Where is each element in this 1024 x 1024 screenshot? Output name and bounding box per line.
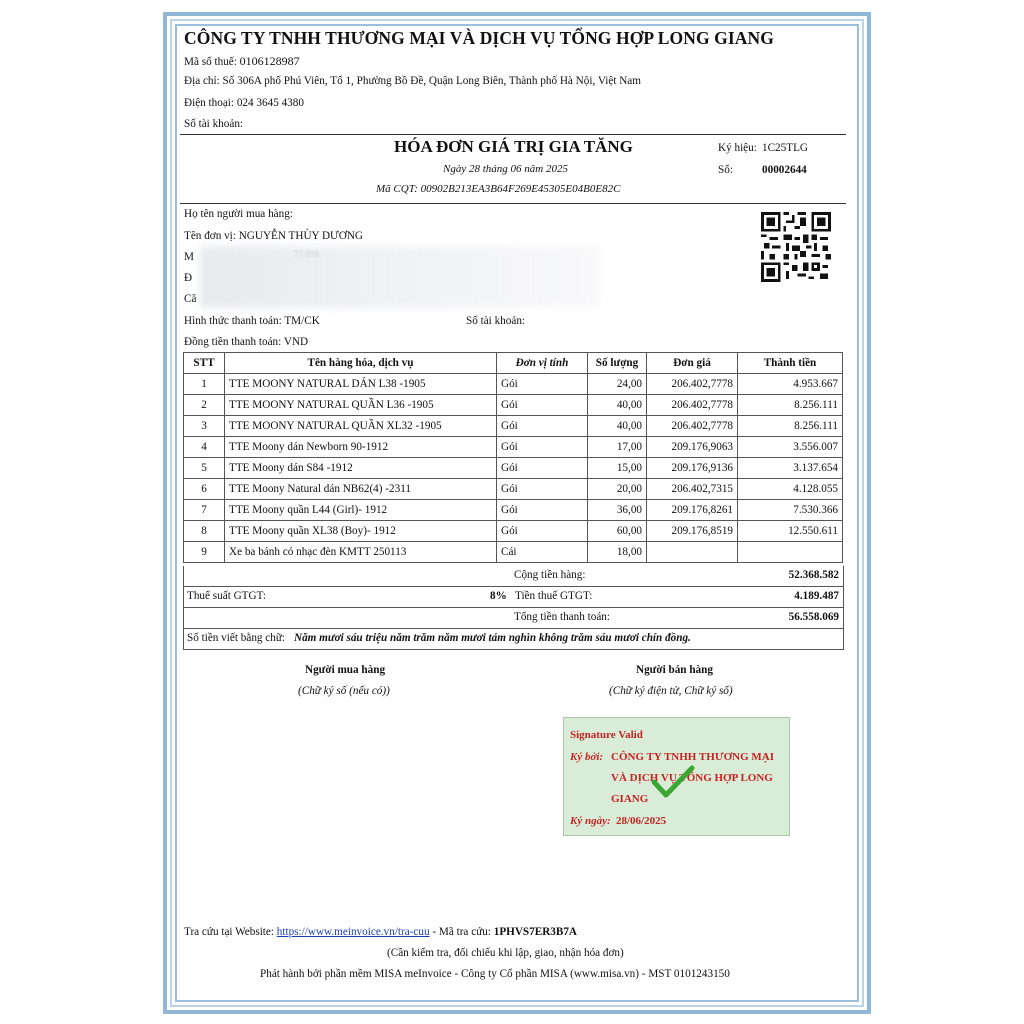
- row-unit: Gói: [497, 479, 588, 500]
- row-quantity: 24,00: [588, 374, 647, 395]
- vat-amount-label: Tiền thuế GTGT:: [515, 590, 593, 602]
- table-row: [184, 416, 843, 437]
- amount-in-words: Năm mươi sáu triệu năm trăm năm mươi tám nghìn không trăm sáu mươi chín đồng.: [294, 632, 691, 644]
- header-unit: Đơn vị tính: [497, 353, 588, 374]
- row-amount: 7.530.366: [738, 500, 843, 521]
- table-row: [184, 542, 843, 563]
- row-amount: 4.128.055: [738, 479, 843, 500]
- row-amount: 8.256.111: [738, 395, 843, 416]
- table-row: [184, 479, 843, 500]
- seller-company-name: CÔNG TY TNHH THƯƠNG MẠI VÀ DỊCH VỤ TỔNG HỢP LONG GIANG: [184, 28, 774, 48]
- seller-signature-note: (Chữ ký điện tử, Chữ ký số): [609, 685, 733, 697]
- seller-address-line: [184, 75, 641, 87]
- row-quantity: 18,00: [588, 542, 647, 563]
- subtotal-label: Cộng tiền hàng:: [514, 569, 586, 581]
- header-divider: [180, 134, 846, 135]
- row-unit-price: [647, 542, 738, 563]
- buyer-account-label: Số tài khoản:: [466, 315, 526, 327]
- row-item-name: TTE MOONY NATURAL QUẦN XL32 -1905: [225, 416, 497, 437]
- total-value: 56.558.069: [788, 611, 839, 623]
- row-item-name: TTE MOONY NATURAL DÁN L38 -1905: [225, 374, 497, 395]
- row-item-name: TTE Moony dán Newborn 90-1912: [225, 437, 497, 458]
- row-quantity: 15,00: [588, 458, 647, 479]
- invoice-serial-label: Ký hiệu:: [718, 142, 757, 154]
- row-amount: 3.556.007: [738, 437, 843, 458]
- row-stt: 6: [184, 479, 225, 500]
- header-amount: Thành tiền: [738, 353, 843, 374]
- table-row: [184, 374, 843, 395]
- row-amount: [738, 542, 843, 563]
- sign-date-label: Ký ngày:: [570, 815, 611, 827]
- invoice-serial: 1C25TLG: [762, 142, 808, 154]
- seller-phone-line: [184, 97, 304, 109]
- buyer-address-partial: Đ: [184, 272, 193, 284]
- row-amount: 12.550.611: [738, 521, 843, 542]
- vat-row: [183, 587, 844, 608]
- row-quantity: 40,00: [588, 416, 647, 437]
- buyer-cccd-partial: Că: [184, 293, 197, 305]
- sign-date: 28/06/2025: [616, 815, 667, 827]
- row-stt: 5: [184, 458, 225, 479]
- row-item-name: Xe ba bánh có nhạc đèn KMTT 250113: [225, 542, 497, 563]
- footer-issuer: Phát hành bởi phần mềm MISA meInvoice - Công ty Cổ phần MISA (www.misa.vn) - MST 0101243150: [260, 968, 730, 980]
- row-amount: 3.137.654: [738, 458, 843, 479]
- row-item-name: TTE Moony Natural dán NB62(4) -2311: [225, 479, 497, 500]
- signed-by-line-2: VÀ DỊCH VỤ TỔNG HỢP LONG: [611, 772, 773, 784]
- row-quantity: 36,00: [588, 500, 647, 521]
- lookup-prefix: Tra cứu tại Website:: [184, 926, 274, 938]
- total-row: [183, 608, 844, 629]
- row-unit-price: 206.402,7778: [647, 416, 738, 437]
- row-unit: Gói: [497, 500, 588, 521]
- row-unit-price: 206.402,7778: [647, 374, 738, 395]
- row-item-name: TTE Moony quần L44 (Girl)- 1912: [225, 500, 497, 521]
- seller-tax-code-line: [184, 54, 300, 69]
- row-item-name: TTE Moony dán S84 -1912: [225, 458, 497, 479]
- row-stt: 4: [184, 437, 225, 458]
- payment-method: TM/CK: [284, 315, 320, 327]
- qr-code-icon: [761, 212, 831, 282]
- row-stt: 3: [184, 416, 225, 437]
- buyer-unit-name: NGUYỄN THÙY DƯƠNG: [238, 230, 363, 242]
- row-unit: Gói: [497, 458, 588, 479]
- seller-phone-label: Điện thoại:: [184, 97, 235, 109]
- signature-valid-text: Signature Valid: [570, 729, 643, 741]
- row-item-name: TTE Moony quần XL38 (Boy)- 1912: [225, 521, 497, 542]
- row-unit-price: 209.176,8519: [647, 521, 738, 542]
- row-unit: Cái: [497, 542, 588, 563]
- vat-rate: 8%: [490, 590, 507, 602]
- footer-note: (Cần kiểm tra, đối chiếu khi lập, giao, nhận hóa đơn): [387, 947, 624, 959]
- row-unit: Gói: [497, 521, 588, 542]
- payment-method-label: Hình thức thanh toán:: [184, 315, 282, 327]
- redaction-blur: [200, 246, 600, 308]
- vat-amount: 4.189.487: [794, 590, 839, 602]
- buyer-name-label: Họ tên người mua hàng:: [184, 208, 293, 220]
- lookup-line: [184, 926, 577, 938]
- seller-tax-code: 0106128987: [239, 54, 300, 68]
- row-stt: 7: [184, 500, 225, 521]
- items-table: [183, 352, 843, 563]
- currency: VND: [283, 336, 309, 348]
- header-stt: STT: [184, 353, 225, 374]
- seller-tax-code-label: Mã số thuế:: [184, 56, 237, 68]
- items-table-header: [184, 353, 843, 374]
- amount-in-words-label: Số tiền viết bằng chữ:: [187, 632, 286, 644]
- row-quantity: 20,00: [588, 479, 647, 500]
- lookup-code-label: - Mã tra cứu:: [432, 926, 491, 938]
- signed-by-label: Ký bởi:: [570, 751, 604, 763]
- table-row: [184, 521, 843, 542]
- row-quantity: 17,00: [588, 437, 647, 458]
- row-unit: Gói: [497, 374, 588, 395]
- seller-address: Số 306A phố Phú Viên, Tổ 1, Phường Bồ Đề, Quận Long Biên, Thành phố Hà Nội, Việt Nam: [222, 75, 641, 87]
- signed-by-line-1: CÔNG TY TNHH THƯƠNG MẠI: [611, 751, 774, 763]
- seller-account-label: Số tài khoản:: [184, 118, 244, 130]
- subtotal-row: [183, 566, 844, 587]
- total-label: Tổng tiền thanh toán:: [514, 611, 611, 623]
- row-unit-price: 209.176,9136: [647, 458, 738, 479]
- row-item-name: TTE MOONY NATURAL QUẦN L36 -1905: [225, 395, 497, 416]
- invoice-cqt-code: Mã CQT: 00902B213EA3B64F269E45305E04B0E82C: [376, 183, 621, 195]
- table-row: [184, 395, 843, 416]
- signed-by-line-3: GIANG: [611, 793, 649, 805]
- currency-label: Đồng tiền thanh toán:: [184, 336, 282, 348]
- row-unit-price: 209.176,8261: [647, 500, 738, 521]
- row-unit-price: 209.176,9063: [647, 437, 738, 458]
- payment-method-line: [184, 315, 320, 327]
- vat-rate-label: Thuế suất GTGT:: [187, 590, 266, 602]
- lookup-code: 1PHVS7ER3B7A: [493, 926, 578, 938]
- row-stt: 1: [184, 374, 225, 395]
- header-unit-price: Đơn giá: [647, 353, 738, 374]
- amount-in-words-row: [183, 629, 844, 650]
- row-unit: Gói: [497, 437, 588, 458]
- header-quantity: Số lượng: [588, 353, 647, 374]
- checkmark-icon: [651, 765, 695, 799]
- header-item-name: Tên hàng hóa, dịch vụ: [225, 353, 497, 374]
- title-divider: [180, 203, 846, 204]
- table-row: [184, 458, 843, 479]
- seller-address-label: Địa chỉ:: [184, 75, 220, 87]
- invoice-number-label: Số:: [718, 164, 733, 176]
- lookup-url-link[interactable]: https://www.meinvoice.vn/tra-cuu: [276, 926, 430, 938]
- table-row: [184, 437, 843, 458]
- row-unit: Gói: [497, 416, 588, 437]
- invoice-number: 00002644: [762, 164, 807, 176]
- row-stt: 2: [184, 395, 225, 416]
- row-unit: Gói: [497, 395, 588, 416]
- invoice-date: Ngày 28 tháng 06 năm 2025: [443, 163, 568, 175]
- seller-phone: 024 3645 4380: [236, 97, 304, 109]
- buyer-signature-title: Người mua hàng: [305, 664, 386, 676]
- buyer-unit-label: Tên đơn vị:: [184, 230, 236, 242]
- currency-line: [184, 336, 308, 348]
- row-amount: 8.256.111: [738, 416, 843, 437]
- invoice-title: HÓA ĐƠN GIÁ TRỊ GIA TĂNG: [394, 137, 633, 156]
- row-stt: 9: [184, 542, 225, 563]
- subtotal-value: 52.368.582: [788, 569, 839, 581]
- buyer-tax-code-partial: M: [184, 251, 194, 263]
- row-amount: 4.953.667: [738, 374, 843, 395]
- buyer-signature-note: (Chữ ký số (nếu có)): [298, 685, 390, 697]
- row-unit-price: 206.402,7315: [647, 479, 738, 500]
- table-row: [184, 500, 843, 521]
- row-unit-price: 206.402,7778: [647, 395, 738, 416]
- row-stt: 8: [184, 521, 225, 542]
- buyer-unit-line: [184, 230, 363, 242]
- seller-signature-title: Người bán hàng: [636, 664, 713, 676]
- row-quantity: 40,00: [588, 395, 647, 416]
- row-quantity: 60,00: [588, 521, 647, 542]
